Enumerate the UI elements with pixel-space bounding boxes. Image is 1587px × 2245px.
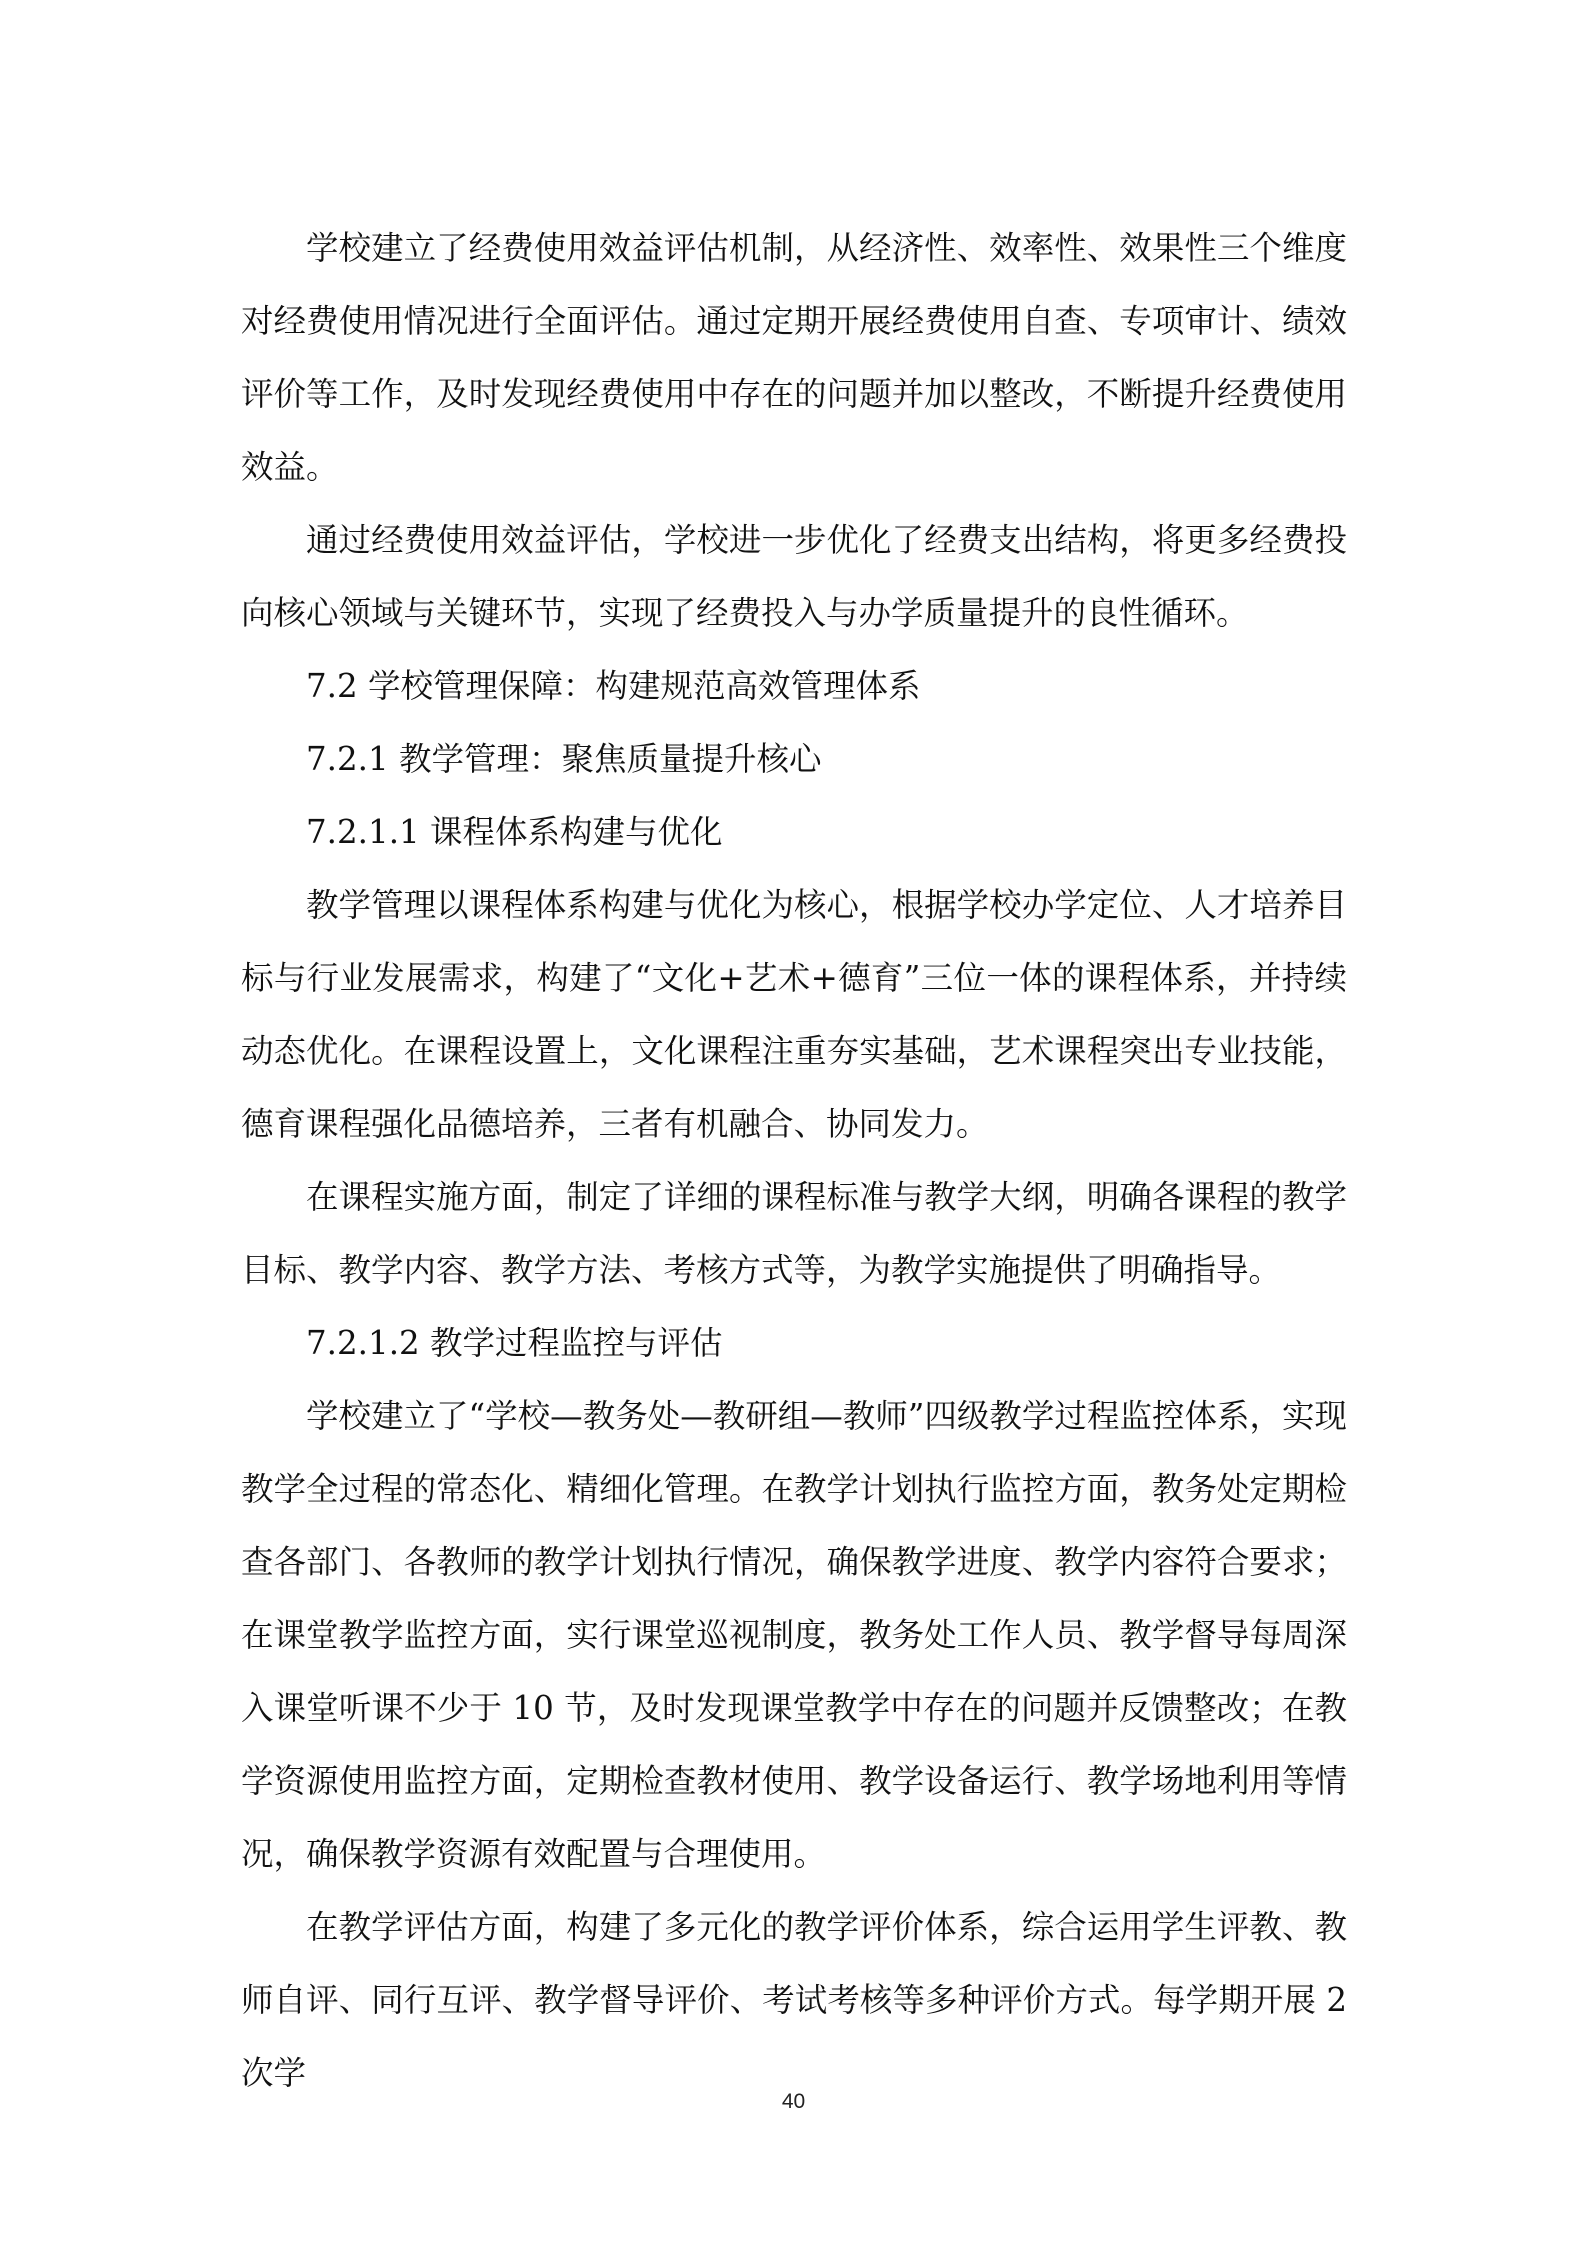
- page-number: 40: [781, 2090, 806, 2113]
- document-page: [241, 212, 1347, 2110]
- section-heading-7-2-1-2: 7.2.1.2 教学过程监控与评估: [306, 1324, 723, 1362]
- paragraph-teaching-evaluation: 在教学评估方面，构建了多元化的教学评价体系，综合运用学生评教、教师自评、同行互评、教学督导评价、考试考核等多种评价方式。每学期开展 2 次学: [241, 1908, 1347, 2092]
- paragraph-curriculum-system: 教学管理以课程体系构建与优化为核心，根据学校办学定位、人才培养目标与行业发展需求，构建了“文化+艺术+德育”三位一体的课程体系，并持续动态优化。在课程设置上，文化课程注重夯实基础，艺术课程突出专业技能，德育课程强化品德培养，三者有机融合、协同发力。: [241, 886, 1347, 1143]
- paragraph-teaching-monitoring: 学校建立了“学校—教务处—教研组—教师”四级教学过程监控体系，实现教学全过程的常态化、精细化管理。在教学计划执行监控方面，教务处定期检查各部门、各教师的教学计划执行情况，确保教学进度、教学内容符合要求；在课堂教学监控方面，实行课堂巡视制度，教务处工作人员、教学督导每周深入课堂听课不少于 10 节，及时发现课堂教学中存在的问题并反馈整改；在教学资源使用监控方面，定期检查教材使用、教学设备运行、教学场地利用等情况，确保教学资源有效配置与合理使用。: [241, 1397, 1347, 1873]
- section-heading-7-2-1-1: 7.2.1.1 课程体系构建与优化: [306, 813, 723, 851]
- paragraph-curriculum-implementation: 在课程实施方面，制定了详细的课程标准与教学大纲，明确各课程的教学目标、教学内容、教学方法、考核方式等，为教学实施提供了明确指导。: [241, 1178, 1347, 1289]
- paragraph-funding-optimization: 通过经费使用效益评估，学校进一步优化了经费支出结构，将更多经费投向核心领域与关键环节，实现了经费投入与办学质量提升的良性循环。: [241, 521, 1347, 632]
- section-heading-7-2-1: 7.2.1 教学管理：聚焦质量提升核心: [306, 740, 822, 778]
- paragraph-funding-evaluation: 学校建立了经费使用效益评估机制，从经济性、效率性、效果性三个维度对经费使用情况进行全面评估。通过定期开展经费使用自查、专项审计、绩效评价等工作，及时发现经费使用中存在的问题并加以整改，不断提升经费使用效益。: [241, 229, 1347, 486]
- section-heading-7-2: 7.2 学校管理保障：构建规范高效管理体系: [306, 667, 921, 705]
